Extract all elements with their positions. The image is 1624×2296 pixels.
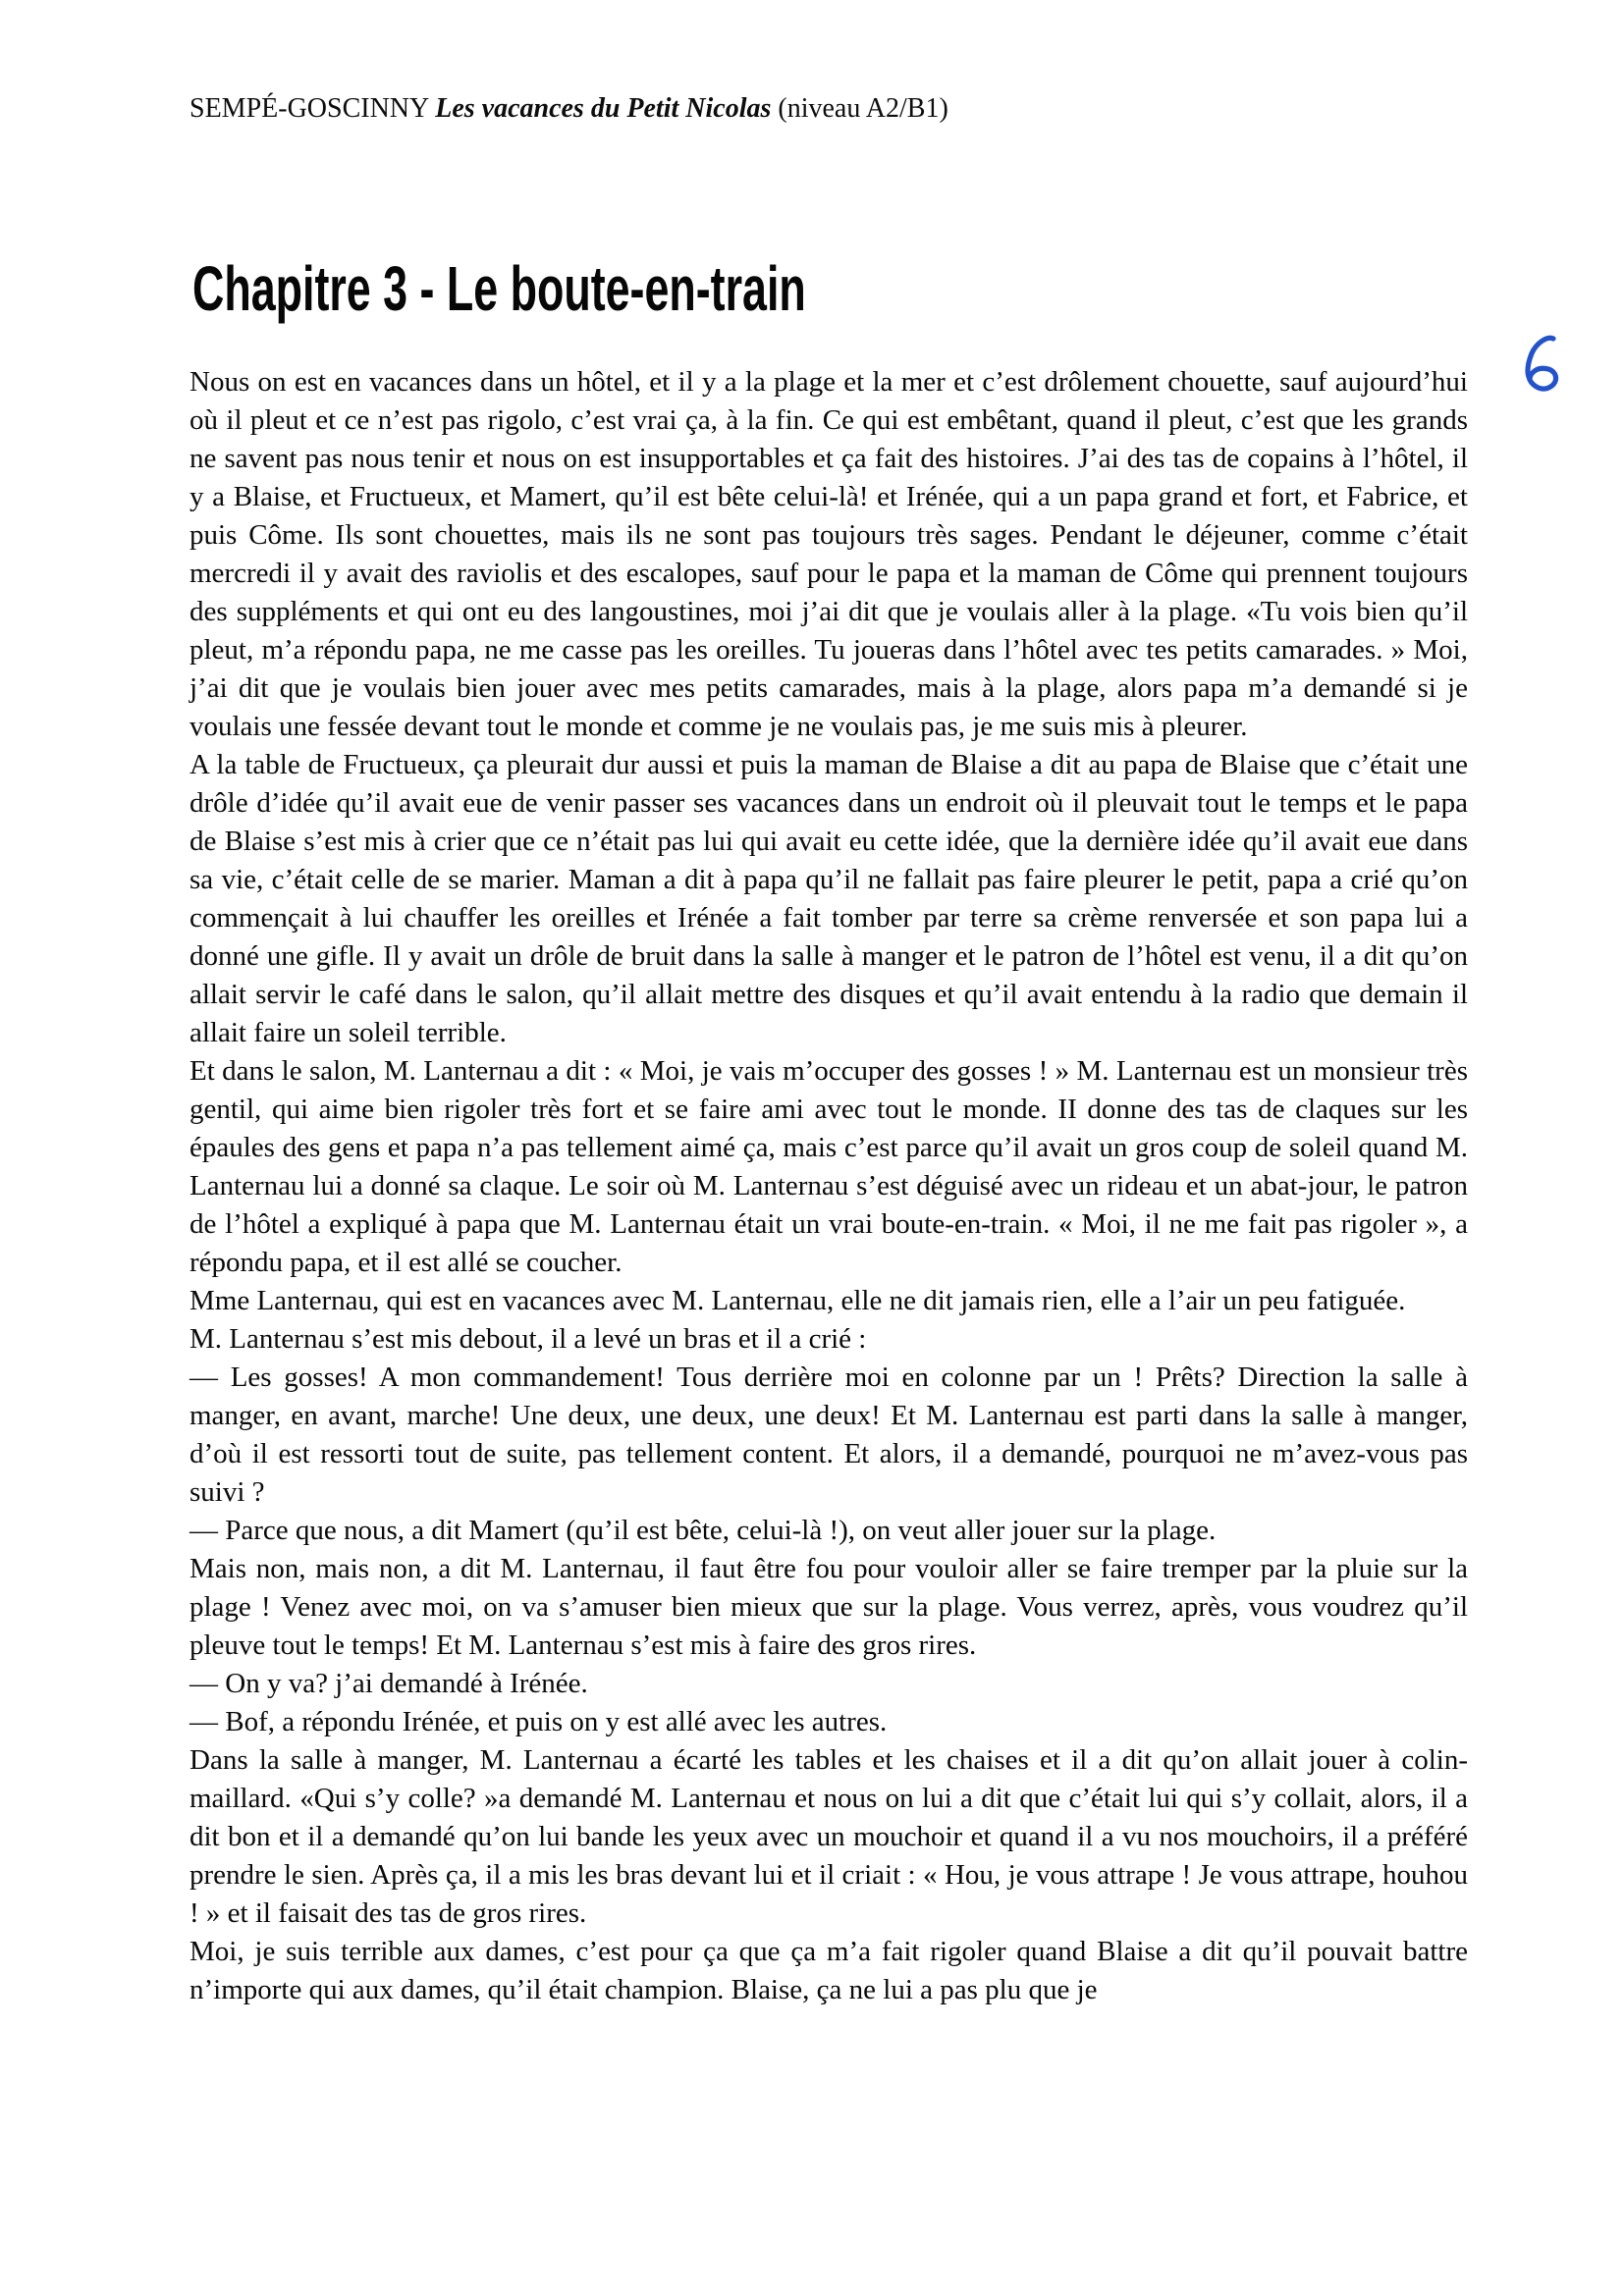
- paragraph: Mme Lanternau, qui est en vacances avec M. Lanternau, elle ne dit jamais rien, elle a l’air un peu fatiguée.: [189, 1285, 1406, 1316]
- paragraph: Et dans le salon, M. Lanternau a dit : « Moi, je vais m’occuper des gosses ! » M. Lanternau est un monsieur très gentil, qui aime bien rigoler très fort et se faire ami avec tout le monde. II donne des tas de claques sur les épaules des gens et papa n’a pas tellement aimé ça, mais c’est parce qu’il avait un gros coup de soleil quand M. Lanternau lui a donné sa claque. Le soir où M. Lanternau s’est déguisé avec un rideau et un abat-jour, le patron de l’hôtel a expliqué à papa que M. Lanternau était un vrai boute-en-train. « Moi, il ne me fait pas rigoler », a répondu papa, et il est allé se coucher.: [189, 1055, 1468, 1278]
- chapter-body-text: [189, 363, 1468, 2009]
- paragraph: Nous on est en vacances dans un hôtel, et il y a la plage et la mer et c’est drôlement chouette, sauf aujourd’hui où il pleut et ce n’est pas rigolo, c’est vrai ça, à la fin. Ce qui est embêtant, quand il pleut, c’est que les grands ne savent pas nous tenir et nous on est insupportables et ça fait des histoires. J’ai des tas de copains à l’hôtel, il y a Blaise, et Fructueux, et Mamert, qu’il est bête celui-là! et Irénée, qui a un papa grand et fort, et Fabrice, et puis Côme. Ils sont chouettes, mais ils ne sont pas toujours très sages. Pendant le déjeuner, comme c’était mercredi il y avait des raviolis et des escalopes, sauf pour le papa et la maman de Côme qui prennent toujours des suppléments et qui ont eu des langoustines, moi j’ai dit que je voulais aller à la plage. «Tu vois bien qu’il pleut, m’a répondu papa, ne me casse pas les oreilles. Tu joueras dans l’hôtel avec tes petits camarades. » Moi, j’ai dit que je voulais bien jouer avec mes petits camarades, mais à la plage, alors papa m’a demandé si je voulais une fessée devant tout le monde et comme je ne voulais pas, je me suis mis à pleurer.: [189, 366, 1468, 742]
- handwritten-grade-annotation: [1518, 334, 1565, 395]
- paragraph: Mais non, mais non, a dit M. Lanternau, il faut être fou pour vouloir aller se faire tremper par la pluie sur la plage ! Venez avec moi, on va s’amuser bien mieux que sur la plage. Vous verrez, après, vous voudrez qu’il pleuve tout le temps! Et M. Lanternau s’est mis à faire des gros rires.: [189, 1553, 1468, 1661]
- paragraph: — Les gosses! A mon commandement! Tous derrière moi en colonne par un ! Prêts? Direction la salle à manger, en avant, marche! Une deux, une deux, une deux! Et M. Lanternau est parti dans la salle à manger, d’où il est ressorti tout de suite, pas tellement content. Et alors, il a demandé, pourquoi ne m’avez-vous pas suivi ?: [189, 1362, 1468, 1508]
- header-book-title: Les vacances du Petit Nicolas: [435, 93, 772, 124]
- paragraph: — Parce que nous, a dit Mamert (qu’il est bête, celui-là !), on veut aller jouer sur la plage.: [189, 1515, 1217, 1546]
- running-header: [189, 95, 948, 123]
- paragraph: A la table de Fructueux, ça pleurait dur aussi et puis la maman de Blaise a dit au papa de Blaise que c’était une drôle d’idée qu’il avait eue de venir passer ses vacances dans un endroit où il pleuvait tout le temps et le papa de Blaise s’est mis à crier que ce n’était pas lui qui avait eu cette idée, que la dernière idée qu’il avait eue dans sa vie, c’était celle de se marier. Maman a dit à papa qu’il ne fallait pas faire pleurer le petit, papa a crié qu’on commençait à lui chauffer les oreilles et Irénée a fait tomber par terre sa crème renversée et son papa lui a donné une gifle. Il y avait un drôle de bruit dans la salle à manger et le patron de l’hôtel est venu, il a dit qu’on allait servir le café dans le salon, qu’il allait mettre des disques et qu’il avait entendu à la radio que demain il allait faire un soleil terrible.: [189, 749, 1468, 1048]
- header-author: SEMPÉ-GOSCINNY: [189, 93, 429, 124]
- paragraph: — Bof, a répondu Irénée, et puis on y est allé avec les autres.: [189, 1706, 888, 1737]
- handwritten-digit-6-stroke: [1528, 338, 1556, 389]
- paragraph: Moi, je suis terrible aux dames, c’est pour ça que ça m’a fait rigoler quand Blaise a dit qu’il pouvait battre n’importe qui aux dames, qu’il était champion. Blaise, ça ne lui a pas plu que je: [189, 1936, 1468, 2005]
- paragraph: M. Lanternau s’est mis debout, il a levé un bras et il a crié :: [189, 1323, 867, 1355]
- header-level-note: (niveau A2/B1): [778, 93, 948, 124]
- chapter-title: Chapitre 3 - Le boute-en-train: [192, 252, 806, 324]
- paragraph: Dans la salle à manger, M. Lanternau a écarté les tables et les chaises et il a dit qu’on allait jouer à colin-maillard. «Qui s’y colle? »a demandé M. Lanternau et nous on lui a dit que c’était lui qui s’y collait, alors, il a dit bon et il a demandé qu’on lui bande les yeux avec un mouchoir et quand il a vu nos mouchoirs, il a préféré prendre le sien. Après ça, il a mis les bras devant lui et il criait : « Hou, je vous attrape ! Je vous attrape, houhou ! » et il faisait des tas de gros rires.: [189, 1744, 1468, 1929]
- paragraph: — On y va? j’ai demandé à Irénée.: [189, 1668, 588, 1699]
